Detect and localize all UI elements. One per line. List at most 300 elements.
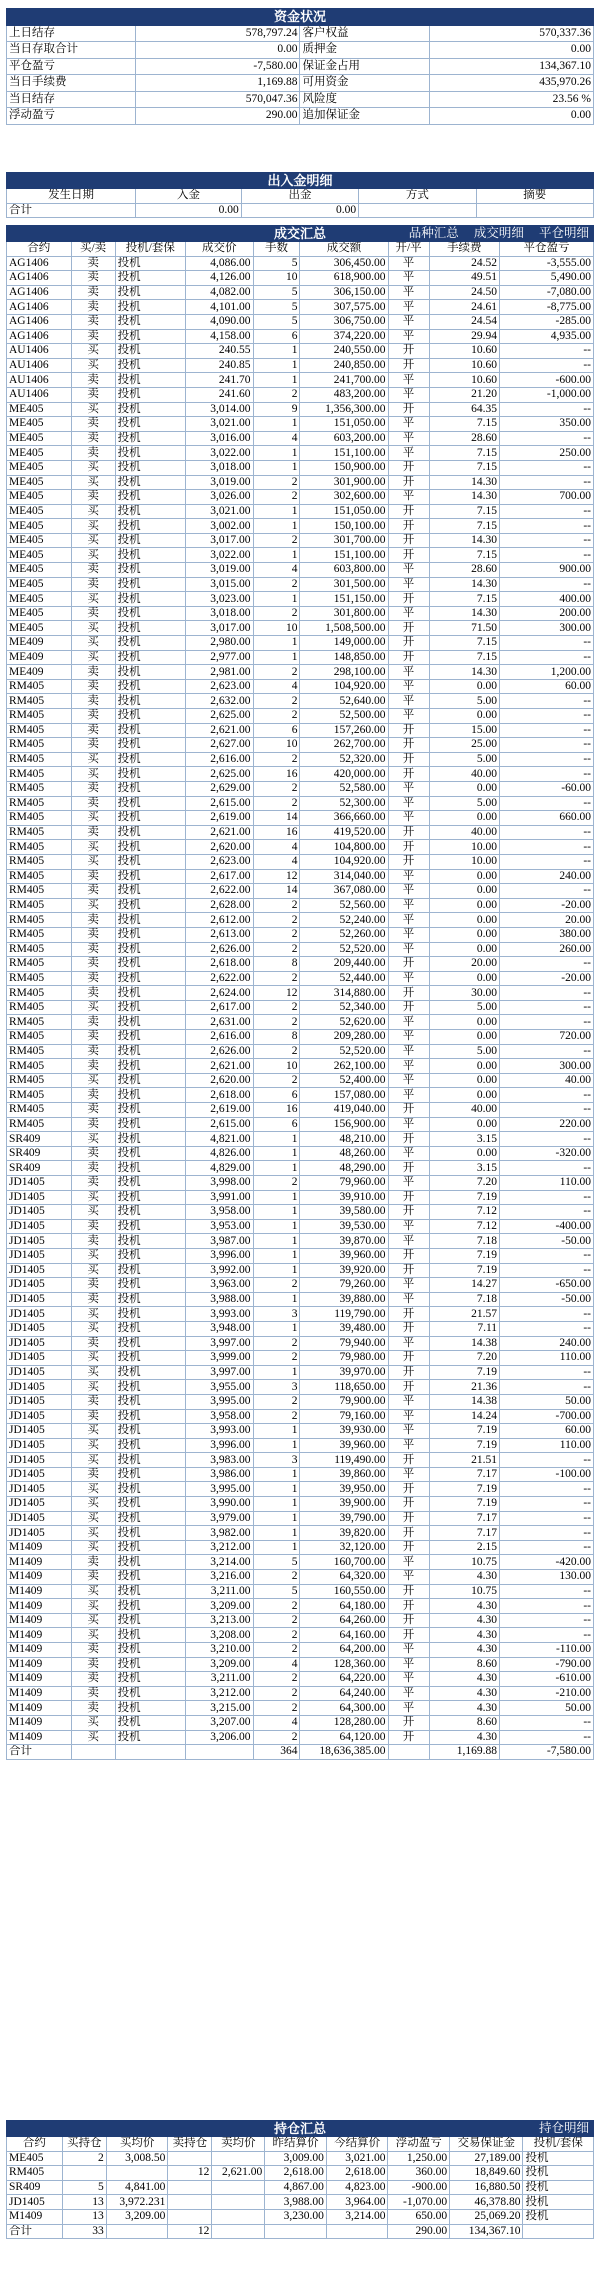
trade-cell: 卖 [71, 986, 115, 1001]
position-column-header: 今结算价 [326, 2137, 388, 2152]
position-cell: 360.00 [388, 2166, 450, 2181]
cash-total-cell [476, 203, 593, 218]
trade-cell: -320.00 [500, 1146, 594, 1161]
position-row [7, 2195, 594, 2210]
trade-cell: M1409 [7, 1701, 72, 1716]
trade-cell: 0.00 [429, 898, 499, 913]
trade-cell: SR409 [7, 1161, 72, 1176]
trade-cell: -- [500, 1628, 594, 1643]
trade-row [7, 650, 594, 665]
trade-row [7, 1409, 594, 1424]
trade-cell: 5 [253, 1584, 300, 1599]
fund-status-section [6, 8, 594, 125]
trade-cell: 平 [388, 1073, 429, 1088]
trade-cell: 4.30 [429, 1628, 499, 1643]
trade-cell: 209,440.00 [300, 957, 388, 972]
trade-cell: 投机 [115, 1000, 185, 1015]
position-summary-section [6, 2120, 594, 2239]
position-column-header: 卖持仓 [168, 2137, 212, 2152]
position-detail-link[interactable]: 持仓明细 [538, 2121, 589, 2135]
position-cell: -900.00 [388, 2180, 450, 2195]
trade-cell: 2 [253, 694, 300, 709]
trade-cell: 21.57 [429, 1307, 499, 1322]
trade-cell: 10 [253, 271, 300, 286]
trade-cell: 投机 [115, 927, 185, 942]
trade-cell: 6 [253, 329, 300, 344]
trade-row [7, 1176, 594, 1191]
trade-cell: 开 [388, 1380, 429, 1395]
trade-cell: 投机 [115, 271, 185, 286]
position-cell: 5 [62, 2180, 106, 2195]
trade-cell: -50.00 [500, 1292, 594, 1307]
trade-cell: 卖 [71, 927, 115, 942]
trade-cell: 6 [253, 723, 300, 738]
fund-value: 0.00 [429, 42, 593, 59]
position-cell: ME405 [7, 2151, 63, 2166]
trade-cell: 240.00 [500, 869, 594, 884]
trade-cell: JD1405 [7, 1365, 72, 1380]
trade-cell: 卖 [71, 1044, 115, 1059]
trade-cell: 投机 [115, 285, 185, 300]
position-column-header: 买均价 [106, 2137, 168, 2152]
trade-row [7, 840, 594, 855]
trade-cell: 2,615.00 [186, 1117, 254, 1132]
trade-cell: 平 [388, 884, 429, 899]
trade-cell: 3,955.00 [186, 1380, 254, 1395]
trade-cell: 10 [253, 1059, 300, 1074]
trade-cell: 投机 [115, 1394, 185, 1409]
fund-label: 保证金占用 [300, 58, 429, 75]
trade-cell: 3,979.00 [186, 1511, 254, 1526]
trade-cell: 52,560.00 [300, 898, 388, 913]
trade-cell: ME405 [7, 504, 72, 519]
trade-row [7, 1059, 594, 1074]
trade-cell: 2,619.00 [186, 1103, 254, 1118]
trade-cell: 0.00 [429, 1059, 499, 1074]
trade-column-header: 合约 [7, 242, 72, 257]
trade-cell: 420,000.00 [300, 767, 388, 782]
trade-cell: 买 [71, 1424, 115, 1439]
trade-cell: 平 [388, 1030, 429, 1045]
trade-cell: JD1405 [7, 1482, 72, 1497]
cash-flow-total-row [7, 203, 594, 218]
trade-cell: JD1405 [7, 1176, 72, 1191]
trade-cell: 2,628.00 [186, 898, 254, 913]
trade-cell: 49.51 [429, 271, 499, 286]
trade-cell: RM405 [7, 781, 72, 796]
position-column-header: 浮动盈亏 [388, 2137, 450, 2152]
trade-cell: 0.00 [429, 1088, 499, 1103]
fund-value: 570,337.36 [429, 25, 593, 42]
position-cell: 13 [62, 2209, 106, 2224]
position-cell: 12 [168, 2166, 212, 2181]
trade-cell: 52,580.00 [300, 781, 388, 796]
trade-cell: 卖 [71, 577, 115, 592]
trade-cell: 投机 [115, 825, 185, 840]
trade-cell: 1 [253, 1248, 300, 1263]
trade-cell: ME405 [7, 519, 72, 534]
trade-cell: 投机 [115, 1117, 185, 1132]
trade-row [7, 1613, 594, 1628]
position-cell: 2,618.00 [265, 2166, 327, 2181]
trade-cell: JD1405 [7, 1380, 72, 1395]
trade-cell: M1409 [7, 1715, 72, 1730]
trade-row [7, 256, 594, 271]
trade-cell: 1 [253, 636, 300, 651]
trade-cell: 平 [388, 1117, 429, 1132]
trade-cell: 2 [253, 1599, 300, 1614]
trade-cell: 开 [388, 1599, 429, 1614]
trade-cell: 投机 [115, 1219, 185, 1234]
trade-cell: -700.00 [500, 1409, 594, 1424]
trade-cell: 7.15 [429, 636, 499, 651]
trade-cell: 4 [253, 679, 300, 694]
trade-cell: 14.30 [429, 475, 499, 490]
trade-cell: 5 [253, 1555, 300, 1570]
trade-cell: 60.00 [500, 679, 594, 694]
trade-cell: 3,997.00 [186, 1336, 254, 1351]
trade-cell: 4,821.00 [186, 1132, 254, 1147]
trade-cell: RM405 [7, 723, 72, 738]
trade-cell: 投机 [115, 1540, 185, 1555]
trade-cell: 投机 [115, 898, 185, 913]
trade-cell: 2.15 [429, 1540, 499, 1555]
trade-cell: 平 [388, 1570, 429, 1585]
trade-cell: 52,520.00 [300, 1044, 388, 1059]
trade-cell: AU1406 [7, 373, 72, 388]
trade-cell: -3,555.00 [500, 256, 594, 271]
trade-cell: 1 [253, 592, 300, 607]
trade-cell: 投机 [115, 1205, 185, 1220]
trade-cell: 2,620.00 [186, 1073, 254, 1088]
trade-cell: 366,660.00 [300, 811, 388, 826]
position-cell: 4,823.00 [326, 2180, 388, 2195]
trade-cell: 卖 [71, 431, 115, 446]
trade-cell: 开 [388, 1205, 429, 1220]
trade-cell: 3,208.00 [186, 1628, 254, 1643]
trade-cell: -- [500, 475, 594, 490]
trade-cell: 投机 [115, 738, 185, 753]
trade-cell: 3,995.00 [186, 1394, 254, 1409]
trade-cell: 买 [71, 519, 115, 534]
trade-cell: 平 [388, 285, 429, 300]
position-cell: 13 [62, 2195, 106, 2210]
trade-column-header: 成交额 [300, 242, 388, 257]
trade-cell: 12 [253, 869, 300, 884]
trade-row [7, 1015, 594, 1030]
trade-cell: 投机 [115, 431, 185, 446]
trade-row [7, 1351, 594, 1366]
trade-cell: AG1406 [7, 285, 72, 300]
position-cell: -1,070.00 [388, 2195, 450, 2210]
trade-cell: 投机 [115, 1453, 185, 1468]
trade-cell: 314,880.00 [300, 986, 388, 1001]
trade-cell: 419,040.00 [300, 1103, 388, 1118]
trade-cell: 投机 [115, 577, 185, 592]
trade-cell: 买 [71, 460, 115, 475]
trade-row [7, 665, 594, 680]
position-cell [168, 2195, 212, 2210]
trade-cell: 130.00 [500, 1570, 594, 1585]
position-cell: 16,880.50 [450, 2180, 523, 2195]
trade-cell: SR409 [7, 1146, 72, 1161]
trade-cell: 平 [388, 1278, 429, 1293]
trade-cell: JD1405 [7, 1336, 72, 1351]
trade-cell: 2 [253, 606, 300, 621]
trade-cell: 买 [71, 1453, 115, 1468]
trade-cell: 卖 [71, 1219, 115, 1234]
trade-cell: 2,618.00 [186, 1088, 254, 1103]
trade-cell: 平 [388, 694, 429, 709]
trade-cell: 卖 [71, 314, 115, 329]
trade-cell: 64,240.00 [300, 1686, 388, 1701]
trade-cell: RM405 [7, 694, 72, 709]
trade-cell: 卖 [71, 781, 115, 796]
fund-label: 平仓盈亏 [7, 58, 136, 75]
trade-cell: 买 [71, 1351, 115, 1366]
trade-cell: 投机 [115, 490, 185, 505]
trade-cell: 60.00 [500, 1424, 594, 1439]
trade-cell: 10.75 [429, 1555, 499, 1570]
trade-cell: -420.00 [500, 1555, 594, 1570]
trade-cell: 7.15 [429, 504, 499, 519]
trade-cell: 买 [71, 1628, 115, 1643]
trade-cell: 10.60 [429, 344, 499, 359]
trade-cell: 投机 [115, 752, 185, 767]
trade-cell: 30.00 [429, 986, 499, 1001]
trade-cell: 3,997.00 [186, 1365, 254, 1380]
trade-cell: AU1406 [7, 358, 72, 373]
trade-cell: 4.30 [429, 1730, 499, 1745]
trade-cell: 投机 [115, 621, 185, 636]
trade-row [7, 942, 594, 957]
trade-row [7, 1336, 594, 1351]
trade-cell: 3,014.00 [186, 402, 254, 417]
trade-row [7, 504, 594, 519]
trade-cell: -- [500, 840, 594, 855]
close-detail-link[interactable]: 平仓明细 [538, 226, 589, 240]
position-cell: 投机 [523, 2151, 594, 2166]
trade-cell: 买 [71, 1321, 115, 1336]
trade-cell: 40.00 [429, 1103, 499, 1118]
trade-cell: 14.38 [429, 1394, 499, 1409]
trade-cell: M1409 [7, 1672, 72, 1687]
trade-cell: 1 [253, 358, 300, 373]
trade-cell: 投机 [115, 1336, 185, 1351]
trade-column-header: 手数 [253, 242, 300, 257]
trade-cell: M1409 [7, 1584, 72, 1599]
trade-cell: 603,200.00 [300, 431, 388, 446]
trade-cell: 0.00 [429, 1117, 499, 1132]
trade-cell: RM405 [7, 1059, 72, 1074]
trade-cell: 660.00 [500, 811, 594, 826]
trade-cell: 24.52 [429, 256, 499, 271]
trade-cell: -- [500, 1497, 594, 1512]
trade-cell: 39,530.00 [300, 1219, 388, 1234]
trade-cell: 买 [71, 854, 115, 869]
trade-cell: 平 [388, 796, 429, 811]
trade-cell: 7.18 [429, 1292, 499, 1307]
trade-cell: ME405 [7, 606, 72, 621]
trade-cell: -- [500, 738, 594, 753]
trade-cell: 卖 [71, 1030, 115, 1045]
trade-cell: -- [500, 1715, 594, 1730]
trade-row [7, 490, 594, 505]
trade-cell: 3,986.00 [186, 1467, 254, 1482]
trade-row [7, 563, 594, 578]
trade-cell: 0.00 [429, 884, 499, 899]
trade-cell: 3,991.00 [186, 1190, 254, 1205]
trade-cell: 投机 [115, 1278, 185, 1293]
trade-cell: 0.00 [429, 811, 499, 826]
trade-cell: -650.00 [500, 1278, 594, 1293]
trade-cell: 卖 [71, 709, 115, 724]
position-cell: 3,972.231 [106, 2195, 168, 2210]
trade-cell: 24.50 [429, 285, 499, 300]
trade-cell: 48,260.00 [300, 1146, 388, 1161]
trade-cell: 买 [71, 1000, 115, 1015]
trade-cell: RM405 [7, 840, 72, 855]
trade-cell: -- [500, 431, 594, 446]
trade-cell: 2 [253, 533, 300, 548]
trade-cell: 262,700.00 [300, 738, 388, 753]
trade-cell: 投机 [115, 1497, 185, 1512]
trade-cell: RM405 [7, 854, 72, 869]
trade-cell: 220.00 [500, 1117, 594, 1132]
trade-cell: 1 [253, 460, 300, 475]
trade-cell: 301,900.00 [300, 475, 388, 490]
trade-cell: 投机 [115, 1730, 185, 1745]
trade-cell: RM405 [7, 767, 72, 782]
trade-cell: 7.20 [429, 1351, 499, 1366]
trade-cell: 2 [253, 709, 300, 724]
trade-cell: -- [500, 1380, 594, 1395]
trade-cell: 3,982.00 [186, 1526, 254, 1541]
trade-row [7, 1030, 594, 1045]
trade-cell: 1 [253, 1263, 300, 1278]
trade-cell: 241.60 [186, 387, 254, 402]
trade-cell: 3,211.00 [186, 1672, 254, 1687]
trade-cell: -- [500, 402, 594, 417]
trade-row [7, 592, 594, 607]
trade-row [7, 1307, 594, 1322]
trade-cell: JD1405 [7, 1248, 72, 1263]
trade-column-header: 成交价 [186, 242, 254, 257]
trade-cell: 40.00 [429, 767, 499, 782]
trade-row [7, 1365, 594, 1380]
trade-cell: 3,207.00 [186, 1715, 254, 1730]
trade-cell: 卖 [71, 446, 115, 461]
trade-cell: 79,940.00 [300, 1336, 388, 1351]
trade-cell: 20.00 [500, 913, 594, 928]
trade-row [7, 1380, 594, 1395]
trade-cell: 5.00 [429, 752, 499, 767]
trade-cell: 39,790.00 [300, 1511, 388, 1526]
trade-cell: 2,624.00 [186, 986, 254, 1001]
trade-cell: 157,080.00 [300, 1088, 388, 1103]
trade-cell: 投机 [115, 1657, 185, 1672]
position-cell: 3,988.00 [265, 2195, 327, 2210]
trade-cell: 0.00 [429, 1073, 499, 1088]
trade-cell: 投机 [115, 884, 185, 899]
trade-cell: 301,700.00 [300, 533, 388, 548]
trade-cell: 卖 [71, 1643, 115, 1658]
trade-cell: -- [500, 884, 594, 899]
trade-cell: -- [500, 1103, 594, 1118]
trade-cell: 5 [253, 314, 300, 329]
trade-cell: 1 [253, 1424, 300, 1439]
trade-cell: M1409 [7, 1686, 72, 1701]
trade-cell: 卖 [71, 417, 115, 432]
trade-cell: -1,000.00 [500, 387, 594, 402]
trade-cell: AG1406 [7, 256, 72, 271]
product-summary-link[interactable]: 品种汇总 [408, 226, 459, 240]
trade-cell: 7.17 [429, 1526, 499, 1541]
trade-cell: 2,616.00 [186, 752, 254, 767]
fund-value: -7,580.00 [136, 58, 300, 75]
trade-row [7, 1219, 594, 1234]
trade-cell: 2 [253, 1686, 300, 1701]
trade-cell: RM405 [7, 957, 72, 972]
trade-detail-link[interactable]: 成交明细 [473, 226, 524, 240]
position-cell: 3,214.00 [326, 2209, 388, 2224]
position-cell [212, 2209, 265, 2224]
trade-cell: 平 [388, 709, 429, 724]
trade-cell: 2,977.00 [186, 650, 254, 665]
position-cell: 3,230.00 [265, 2209, 327, 2224]
trade-cell: 52,440.00 [300, 971, 388, 986]
trade-cell: -- [500, 1205, 594, 1220]
trade-cell: 投机 [115, 1234, 185, 1249]
fund-value: 578,797.24 [136, 25, 300, 42]
trade-cell: 投机 [115, 1015, 185, 1030]
trade-row [7, 913, 594, 928]
trade-cell: 开 [388, 854, 429, 869]
trade-cell: JD1405 [7, 1438, 72, 1453]
trade-cell: 买 [71, 1132, 115, 1147]
trade-cell: 16 [253, 825, 300, 840]
trade-cell: 2,613.00 [186, 927, 254, 942]
trade-cell: JD1405 [7, 1424, 72, 1439]
trade-row [7, 475, 594, 490]
trade-cell: 156,900.00 [300, 1117, 388, 1132]
position-total-cell [265, 2224, 327, 2239]
trade-cell: 平 [388, 811, 429, 826]
trade-cell: -- [500, 358, 594, 373]
trade-cell: 卖 [71, 606, 115, 621]
trade-cell: 52,320.00 [300, 752, 388, 767]
trade-cell: 39,920.00 [300, 1263, 388, 1278]
trade-cell: 2 [253, 1672, 300, 1687]
trade-cell: -- [500, 1365, 594, 1380]
trade-row [7, 373, 594, 388]
trade-cell: RM405 [7, 1073, 72, 1088]
fund-value: 0.00 [429, 108, 593, 125]
trade-cell: 10.75 [429, 1584, 499, 1599]
trade-row [7, 1526, 594, 1541]
trade-cell: 483,200.00 [300, 387, 388, 402]
trade-cell: 2 [253, 971, 300, 986]
trade-row [7, 1584, 594, 1599]
trade-cell: 14.24 [429, 1409, 499, 1424]
trade-cell: 3,987.00 [186, 1234, 254, 1249]
fund-row [7, 91, 594, 108]
trade-row [7, 898, 594, 913]
trade-cell: -- [500, 825, 594, 840]
trade-cell: 160,550.00 [300, 1584, 388, 1599]
trade-cell: -- [500, 1015, 594, 1030]
trade-cell: 50.00 [500, 1701, 594, 1716]
